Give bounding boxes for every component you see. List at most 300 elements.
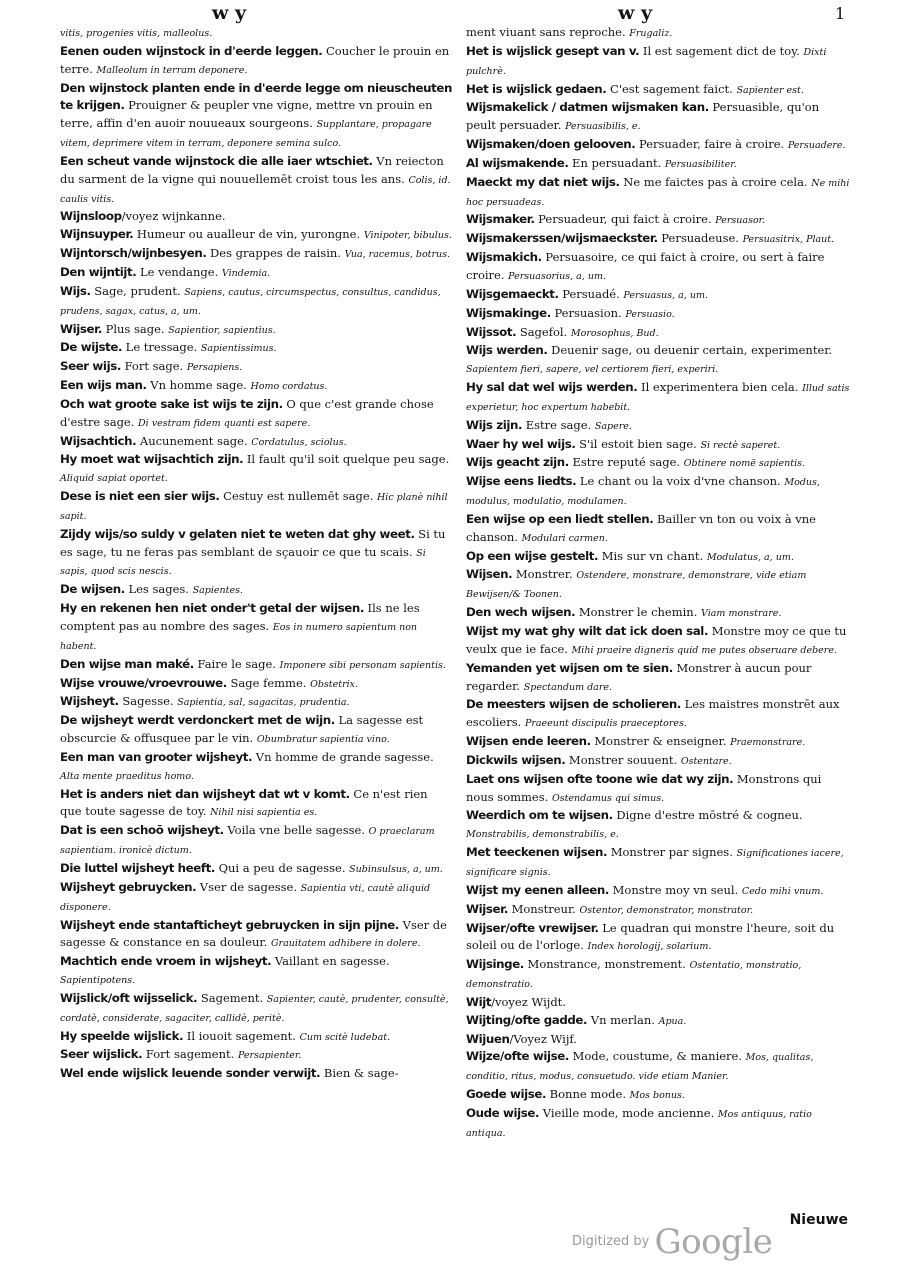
dictionary-entry <box>60 693 452 712</box>
entry-latin: Obstetrix. <box>310 678 359 690</box>
entry-headword: Wijsheyt gebruycken. <box>60 879 197 894</box>
entry-french: Digne d'estre mōstré & cogneu. <box>612 808 803 823</box>
dictionary-entry <box>60 712 452 749</box>
dictionary-entry <box>466 99 851 136</box>
entry-headword: Al wijsmakende. <box>466 155 569 170</box>
entry-french: Monstrer & enseigner. <box>590 734 731 749</box>
entry-headword: Dickwils wijsen. <box>466 752 566 767</box>
dictionary-entry <box>60 879 452 917</box>
entry-headword: Wijs werden. <box>466 343 548 358</box>
entry-latin: Significationes iacere, significare signis. <box>466 848 844 878</box>
entry-latin: Eos in numero sapientum non habent. <box>60 622 418 652</box>
entry-french: /Voyez Wijf. <box>509 1031 577 1046</box>
entry-french: Vser de sagesse & constance en sa douleur. <box>60 917 447 950</box>
entry-headword: Yemanden yet wijsen om te sien. <box>466 660 673 675</box>
entry-french: Persuadé. <box>558 286 624 301</box>
entry-latin: Colis, id. caulis vitis. <box>60 174 451 205</box>
entry-headword: Weerdich om te wijsen. <box>466 808 613 823</box>
entry-french: Il iouoit sagement. <box>183 1028 300 1043</box>
entry-headword: Het is wijslick gedaen. <box>466 81 607 96</box>
entry-headword: Wijsmakelick / datmen wijsmaken kan. <box>466 100 709 115</box>
entry-latin: Mos, qualitas, conditio, ritus, modus, consuetudo. vide etiam Manier. <box>466 1052 814 1083</box>
dictionary-entry <box>466 230 851 249</box>
entry-headword: Wijs. <box>60 283 91 298</box>
entry-headword: Wijser. <box>60 321 102 336</box>
entry-french: Vieille mode, mode ancienne. <box>539 1105 718 1120</box>
header-left-letters: w y <box>212 2 247 24</box>
dictionary-entry <box>466 342 851 379</box>
entry-french: Vaillant en sagesse. <box>271 954 390 969</box>
entry-french: Persuader, faire à croire. <box>635 137 788 152</box>
dictionary-entry <box>60 433 452 452</box>
entry-latin: Alta mente praeditus homo. <box>60 770 194 782</box>
entry-french: Vn homme de grande sagesse. <box>252 749 434 764</box>
dictionary-entry <box>466 844 851 882</box>
dictionary-entry <box>60 488 452 526</box>
entry-latin: Si sapis, quod scis nescis. <box>60 547 426 578</box>
dictionary-entry <box>60 860 452 879</box>
entry-french: Sagefol. <box>516 324 571 339</box>
entry-latin: Morosophus, Bud. <box>570 327 659 339</box>
entry-french: Fort sagement. <box>142 1047 238 1062</box>
entry-latin: Praeeunt discipulis praeceptores. <box>524 718 687 730</box>
dictionary-entry <box>466 436 851 455</box>
entry-french: O que c'est grande chose d'estre sage. <box>60 396 434 429</box>
entry-latin: Obtinere nomē sapientis. <box>683 458 806 470</box>
entry-headword: Wijsmakerssen/wijsmaeckster. <box>466 231 658 246</box>
entry-headword: Wijs zijn. <box>466 417 523 432</box>
dictionary-entry <box>466 994 851 1012</box>
entry-french: Monstrer souuent. <box>565 752 681 767</box>
entry-latin: Cedo mihi vnum. <box>741 885 824 897</box>
entry-french: /voyez Wijdt. <box>491 994 566 1009</box>
google-logo: Google <box>654 1222 773 1262</box>
dictionary-entry <box>466 548 851 567</box>
entry-headword: Wijs geacht zijn. <box>466 455 569 470</box>
entry-latin: Mos antiquus, ratio antiqua. <box>466 1108 812 1139</box>
entry-latin: Subinsulsus, a, um. <box>349 863 443 875</box>
entry-headword: De wijste. <box>60 340 123 355</box>
dictionary-entry <box>60 245 452 264</box>
entry-french: Voila vne belle sagesse. <box>223 823 369 838</box>
entry-headword: Wijst my eenen alleen. <box>466 882 609 897</box>
dictionary-entry <box>466 379 851 417</box>
entry-french: Cestuy est nullemēt sage. <box>219 489 378 504</box>
entry-latin: Imponere sibi personam sapientis. <box>279 659 446 671</box>
dictionary-entry <box>60 339 452 358</box>
entry-headword: Het is anders niet dan wijsheyt dat wt v komt. <box>60 786 350 801</box>
entry-latin: O praeclaram sapientiam. ironicè dictum. <box>60 826 435 857</box>
digitized-prefix: Digitized by <box>572 1234 650 1249</box>
dictionary-entry <box>60 526 452 582</box>
entry-headword: Wijze/ofte wijse. <box>466 1049 569 1064</box>
dictionary-entry <box>466 660 851 697</box>
entry-headword: Hy speelde wijslick. <box>60 1028 184 1043</box>
entry-french: Il fault qu'il soit quelque peu sage. <box>243 452 450 467</box>
entry-latin: Cum scitè ludebat. <box>299 1031 391 1043</box>
entry-french: Humeur ou aualleur de vin, yurongne. <box>133 227 364 242</box>
entry-headword: Wijsheyt ende stantafticheyt gebruycken in sijn pijne. <box>60 917 399 932</box>
entry-french: Monstrer par signes. <box>607 845 737 860</box>
dictionary-entry <box>60 675 452 694</box>
entry-headword: Wijsachtich. <box>60 433 137 448</box>
dictionary-entry <box>60 264 452 283</box>
entry-french: Vn reiecton du sarment de la vigne qui nouuellemēt croist tous les ans. <box>60 153 444 186</box>
entry-latin: Ostentor, demonstrator, monstrator. <box>579 904 754 916</box>
entry-latin: Modulatus, a, um. <box>706 551 794 563</box>
entry-french: Monstrons qui nous sommes. <box>466 771 822 804</box>
dictionary-entry <box>466 956 851 994</box>
entry-french: Bonne mode. <box>546 1087 630 1102</box>
entry-headword: Wijsgemaeckt. <box>466 286 559 301</box>
dictionary-entry <box>60 749 452 786</box>
dictionary-entry <box>60 917 452 954</box>
entry-headword: Zijdy wijs/so suldy v gelaten niet te weten dat ghy weet. <box>60 526 415 541</box>
dictionary-entry <box>466 807 851 844</box>
entry-headword: De wijsheyt werdt verdonckert met de wijn. <box>60 713 335 728</box>
dictionary-entry <box>466 81 851 100</box>
entry-french: Persuasible, qu'on peult persuader. <box>466 100 820 133</box>
entry-latin: Persuasorius, a, um. <box>508 270 606 282</box>
entry-latin: Sapientipotens. <box>60 975 136 987</box>
entry-headword: Wijslick/oft wijsselick. <box>60 990 198 1005</box>
entry-latin: Ostentare. <box>680 755 732 767</box>
entry-latin: Persapiens. <box>186 362 243 374</box>
entry-french: Bien & sage- <box>320 1066 399 1081</box>
dictionary-entry <box>466 1031 851 1049</box>
entry-latin: Ostendere, monstrare, demonstrare, vide etiam Bewijsen/& Toonen. <box>466 570 807 601</box>
dictionary-entry <box>60 451 452 488</box>
entry-headword: Eenen ouden wijnstock in d'eerde leggen. <box>60 43 323 58</box>
dictionary-entry <box>60 581 452 600</box>
dictionary-entry <box>466 286 851 305</box>
dictionary-entry <box>466 566 851 604</box>
dictionary-entry <box>60 80 452 153</box>
entry-french: ment viuant sans reproche. <box>466 25 630 39</box>
entry-french: Monstreur. <box>507 901 580 916</box>
entry-french: Monstre moy vn seul. <box>609 882 742 897</box>
entry-headword: Wijsinge. <box>466 957 524 972</box>
entry-latin: Persuasio. <box>625 308 675 320</box>
entry-french: Mode, coustume, & maniere. <box>568 1049 746 1064</box>
entry-headword: Maeckt my dat niet wijs. <box>466 174 620 189</box>
entry-latin: Spectandum dare. <box>523 681 613 693</box>
entry-latin: Persuasibilis, e. <box>565 121 641 133</box>
header-right-letters: w y <box>618 2 653 24</box>
entry-latin: Modulari carmen. <box>521 532 608 544</box>
entry-latin: Homo cordatus. <box>250 381 328 393</box>
entry-french: Fort sage. <box>120 359 187 374</box>
dictionary-entry <box>466 155 851 174</box>
entry-french: Ne me faictes pas à croire cela. <box>619 174 812 189</box>
dictionary-entry <box>60 656 452 675</box>
entry-latin: Supplantare, propagare vitem, deprimere vitem in terram, deponere semina sulco. <box>60 119 432 150</box>
dictionary-entry <box>60 1028 452 1047</box>
entry-latin: Ostendamus qui simus. <box>551 792 665 804</box>
entry-french: Monstrance, monstrement. <box>523 957 690 972</box>
entry-headword: Dat is een schoō wijsheyt. <box>60 823 224 838</box>
entry-headword: Wijting/ofte gadde. <box>466 1012 588 1027</box>
entry-headword: Wijsmakinge. <box>466 305 551 320</box>
dictionary-entry <box>466 136 851 155</box>
entry-latin: Ne mihi hoc persuadeas. <box>466 177 850 208</box>
entry-headword: Den wijse man maké. <box>60 656 194 671</box>
dictionary-entry <box>60 822 452 860</box>
entry-french: Monstrer à aucun pour regarder. <box>466 660 812 693</box>
entry-headword: Den wijntijt. <box>60 264 137 279</box>
catchword: Nieuwe <box>789 1212 848 1228</box>
entry-latin: Persuasibiliter. <box>664 158 737 170</box>
entry-latin: Frugaliz. <box>629 28 673 39</box>
entry-french: Sagement. <box>197 990 267 1005</box>
entry-headword: Seer wijs. <box>60 359 121 374</box>
dictionary-entry <box>466 623 851 660</box>
entry-latin: Hic planè nihil sapit. <box>60 492 448 522</box>
entry-latin: Index horologij, solarium. <box>587 941 712 953</box>
entry-french: Sagesse. <box>118 694 178 709</box>
entry-latin: Obumbratur sapientia vino. <box>256 734 390 746</box>
entry-french: Estre reputé sage. <box>568 455 684 470</box>
entry-french: Plus sage. <box>101 321 169 336</box>
entry-french: Coucher le prouin en terre. <box>60 43 450 76</box>
entry-latin: Ostentatio, monstratio, demonstratio. <box>466 960 802 991</box>
entry-headword: Wijse vrouwe/vroevrouwe. <box>60 675 227 690</box>
entry-headword: Wijser. <box>466 901 508 916</box>
entry-headword: Het is wijslick gesept van v. <box>466 43 640 58</box>
entry-headword: Met teeckenen wijsen. <box>466 845 608 860</box>
dictionary-entry <box>60 377 452 396</box>
dictionary-entry <box>466 417 851 436</box>
entry-latin: Si rectè saperet. <box>700 439 781 451</box>
entry-latin: Vua, racemus, botrus. <box>344 249 451 261</box>
entry-french: Bailler vn ton ou voix à vne chanson. <box>466 511 816 544</box>
dictionary-entry <box>466 43 851 81</box>
entry-latin: Monstrabilis, demonstrabilis, e. <box>466 829 619 841</box>
entry-latin: Vinipoter, bibulus. <box>363 230 452 242</box>
entry-french: Vser de sagesse. <box>196 879 301 894</box>
entry-latin: Sapienter est. <box>736 84 804 96</box>
dictionary-entry <box>60 43 452 80</box>
dictionary-entry <box>466 771 851 808</box>
entry-headword: Wijsmakich. <box>466 250 542 265</box>
entry-headword: Een wijs man. <box>60 378 147 393</box>
entry-french: Estre sage. <box>522 417 595 432</box>
dictionary-entry <box>60 208 452 226</box>
entry-french: En persuadant. <box>568 155 665 170</box>
entry-latin: Modus, modulus, modulatio, modulamen. <box>466 477 820 508</box>
entry-latin: Illud satis experietur, hoc expertum habebit. <box>466 383 850 413</box>
entry-french: Deuenir sage, ou deuenir certain, experimenter. <box>547 343 833 358</box>
dictionary-entry <box>60 990 452 1028</box>
entry-latin: Cordatulus, sciolus. <box>251 436 347 448</box>
dictionary-entry <box>466 1086 851 1105</box>
entry-french: Il experimentera bien cela. <box>637 380 803 395</box>
dictionary-entry <box>60 24 452 43</box>
entry-latin: Sapientem fieri, sapere, vel certiorem fieri, experiri. <box>466 364 719 376</box>
entry-french: S'il estoit bien sage. <box>575 436 701 451</box>
entry-headword: Wijser/ofte vrewijser. <box>466 920 599 935</box>
entry-french: Le vendange. <box>136 264 222 279</box>
entry-headword: Een man van grooter wijsheyt. <box>60 749 253 764</box>
dictionary-entry <box>466 1105 851 1143</box>
entry-headword: Wijsen. <box>466 567 513 582</box>
entry-headword: Den wijnstock planten ende in d'eerde legge om nieuscheuten te krijgen. <box>60 80 452 113</box>
entry-french: Sage, prudent. <box>90 283 185 298</box>
dictionary-entry <box>466 211 851 230</box>
entry-headword: De meesters wijsen de scholieren. <box>466 697 681 712</box>
entry-headword: Hy en rekenen hen niet onder't getal der wijsen. <box>60 601 364 616</box>
entry-french: Des grappes de raisin. <box>206 246 345 261</box>
entry-headword: Wijnsuyper. <box>60 227 134 242</box>
entry-latin: Persapienter. <box>237 1050 302 1062</box>
dictionary-entry <box>466 1012 851 1031</box>
entry-headword: Wijntorsch/wijnbesyen. <box>60 246 207 261</box>
dictionary-entry <box>466 882 851 901</box>
dictionary-entry <box>466 174 851 212</box>
entry-french: Aucunement sage. <box>136 433 252 448</box>
entry-headword: Op een wijse gestelt. <box>466 548 599 563</box>
dictionary-entry <box>466 324 851 343</box>
entry-latin: vitis, progenies vitis, malleolus. <box>60 28 213 39</box>
right-column <box>466 24 851 1143</box>
entry-latin: Mihi praeire digneris quid me putes obseruare debere. <box>571 644 837 656</box>
entry-french: Mis sur vn chant. <box>598 548 707 563</box>
entry-french: Persuasion. <box>550 305 626 320</box>
dictionary-entry <box>60 358 452 377</box>
folio-mark: 1 <box>835 4 846 23</box>
entry-headword: Wijsheyt. <box>60 694 119 709</box>
entry-french: Si tu es sage, tu ne feras pas semblant de sçauoir ce que tu scais. <box>60 526 446 559</box>
entry-headword: Wijsmaker. <box>466 212 535 227</box>
entry-headword: Hy moet wat wijsachtich zijn. <box>60 452 244 467</box>
entry-latin: Sapientior, sapientius. <box>168 324 276 336</box>
entry-headword: Wijnsloop <box>60 209 122 224</box>
entry-french: Persuasoire, ce qui faict à croire, ou sert à faire croire. <box>466 250 825 282</box>
entry-french: Persuadeur, qui faict à croire. <box>534 212 716 227</box>
entry-french: Les sages. <box>124 582 193 597</box>
entry-latin: Dixti pulchrè. <box>466 46 827 77</box>
entry-french: Ils ne les comptent pas au nombre des sages. <box>60 601 420 633</box>
entry-french: Monstre moy ce que tu veulx que ie face. <box>466 624 847 656</box>
entry-headword: Wijuen <box>466 1031 510 1046</box>
dictionary-entry <box>60 283 452 321</box>
dictionary-entry <box>466 920 851 957</box>
entry-headword: Hy sal dat wel wijs werden. <box>466 380 638 395</box>
dictionary-entry <box>466 511 851 548</box>
entry-french: C'est sagement faict. <box>606 81 737 96</box>
dictionary-entry <box>60 600 452 656</box>
entry-latin: Malleolum in terram deponere. <box>96 64 248 76</box>
entry-french: Monstrer le chemin. <box>575 605 702 620</box>
entry-headword: Die luttel wijsheyt heeft. <box>60 860 215 875</box>
entry-latin: Mos bonus. <box>629 1090 685 1102</box>
entry-latin: Praemonstrare. <box>730 737 806 749</box>
entry-latin: Sapientia vti, cautè aliquid disponere. <box>60 882 431 913</box>
entry-headword: Wijssot. <box>466 324 517 339</box>
dictionary-entry <box>60 1046 452 1065</box>
entry-headword: Goede wijse. <box>466 1087 547 1102</box>
entry-latin: Sapientissimus. <box>200 343 277 355</box>
entry-french: Sage femme. <box>226 675 311 690</box>
entry-french: Il est sagement dict de toy. <box>639 43 804 58</box>
entry-latin: Di vestram fidem quanti est sapere. <box>138 417 311 429</box>
entry-french: Les maistres monstrēt aux escoliers. <box>466 697 840 730</box>
entry-french: Monstrer. <box>512 567 577 582</box>
entry-french: Vn merlan. <box>587 1012 659 1027</box>
entry-latin: Apua. <box>658 1015 687 1027</box>
dictionary-entry <box>466 1048 851 1086</box>
dictionary-entry <box>466 901 851 920</box>
entry-headword: Dese is niet een sier wijs. <box>60 489 220 504</box>
entry-headword: Wijsen ende leeren. <box>466 734 591 749</box>
dictionary-entry <box>60 396 452 433</box>
dictionary-entry <box>466 305 851 324</box>
entry-latin: Sapere. <box>594 420 632 432</box>
dictionary-entry <box>466 604 851 623</box>
dictionary-entry <box>60 786 452 823</box>
entry-headword: Den wech wijsen. <box>466 605 576 620</box>
entry-headword: Wijse eens liedts. <box>466 474 577 489</box>
entry-headword: Een wijse op een liedt stellen. <box>466 511 654 526</box>
entry-latin: Aliquid sapiat oportet. <box>60 473 168 485</box>
entry-headword: De wijsen. <box>60 582 125 597</box>
entry-headword: Seer wijslick. <box>60 1047 143 1062</box>
entry-headword: Wijt <box>466 994 492 1009</box>
entry-latin: Grauitatem adhibere in dolere. <box>270 938 421 950</box>
entry-french: La sagesse est obscurcie & offusquee par le vin. <box>60 713 424 746</box>
entry-latin: Vindemia. <box>221 267 271 279</box>
entry-headword: Laet ons wijsen ofte toone wie dat wy zijn. <box>466 771 734 786</box>
entry-french: Persuadeuse. <box>657 231 743 246</box>
entry-latin: Sapientia, sal, sagacitas, prudentia. <box>177 697 350 709</box>
entry-french: Le quadran qui monstre l'heure, soit du soleil ou de l'orloge. <box>466 920 835 953</box>
entry-headword: Een scheut vande wijnstock die alle iaer wtschiet. <box>60 153 373 168</box>
dictionary-entry <box>60 153 452 209</box>
entry-french: Le chant ou la voix d'vne chanson. <box>576 474 785 489</box>
entry-latin: Nihil nisi sapientia es. <box>210 807 318 819</box>
dictionary-entry <box>466 696 851 733</box>
entry-headword: Wel ende wijslick leuende sonder verwijt. <box>60 1066 321 1081</box>
entry-headword: Wijsmaken/doen gelooven. <box>466 137 636 152</box>
entry-latin: Persuadere. <box>787 140 846 152</box>
dictionary-entry <box>466 24 851 43</box>
entry-headword: Och wat groote sake ist wijs te zijn. <box>60 396 283 411</box>
dictionary-entry <box>60 321 452 340</box>
entry-latin: Viam monstrare. <box>701 608 782 620</box>
left-column <box>60 24 452 1083</box>
entry-french: Vn homme sage. <box>146 378 251 393</box>
dictionary-entry <box>466 733 851 752</box>
entry-french: Prouigner & peupler vne vigne, mettre vn prouin en terre, affin d'en auoir nouueaux sourgeons. <box>60 98 433 131</box>
entry-headword: Waer hy wel wijs. <box>466 436 576 451</box>
dictionary-entry <box>466 752 851 771</box>
dictionary-entry <box>466 473 851 511</box>
entry-french: /voyez wijnkanne. <box>121 209 226 224</box>
entry-headword: Wijst my wat ghy wilt dat ick doen sal. <box>466 624 709 638</box>
dictionary-entry <box>466 249 851 286</box>
dictionary-entry <box>466 454 851 473</box>
entry-latin: Sapiens, cautus, circumspectus, consultus, candidus, prudens, sagax, catus, a, um. <box>60 286 441 317</box>
entry-french: Le tressage. <box>122 340 201 355</box>
dictionary-entry <box>60 226 452 245</box>
entry-latin: Persuasor. <box>715 215 766 227</box>
entry-latin: Persuasus, a, um. <box>623 289 708 301</box>
entry-latin: Sapientes. <box>192 585 243 597</box>
entry-french: Ce n'est rien que toute sagesse de toy. <box>60 786 428 819</box>
dictionary-entry <box>60 953 452 990</box>
entry-headword: Machtich ende vroem in wijsheyt. <box>60 954 272 969</box>
entry-latin: Sapienter, cautè, prudenter, consultè, cordatè, considerate, sagaciter, callidè, peritè. <box>60 993 449 1024</box>
